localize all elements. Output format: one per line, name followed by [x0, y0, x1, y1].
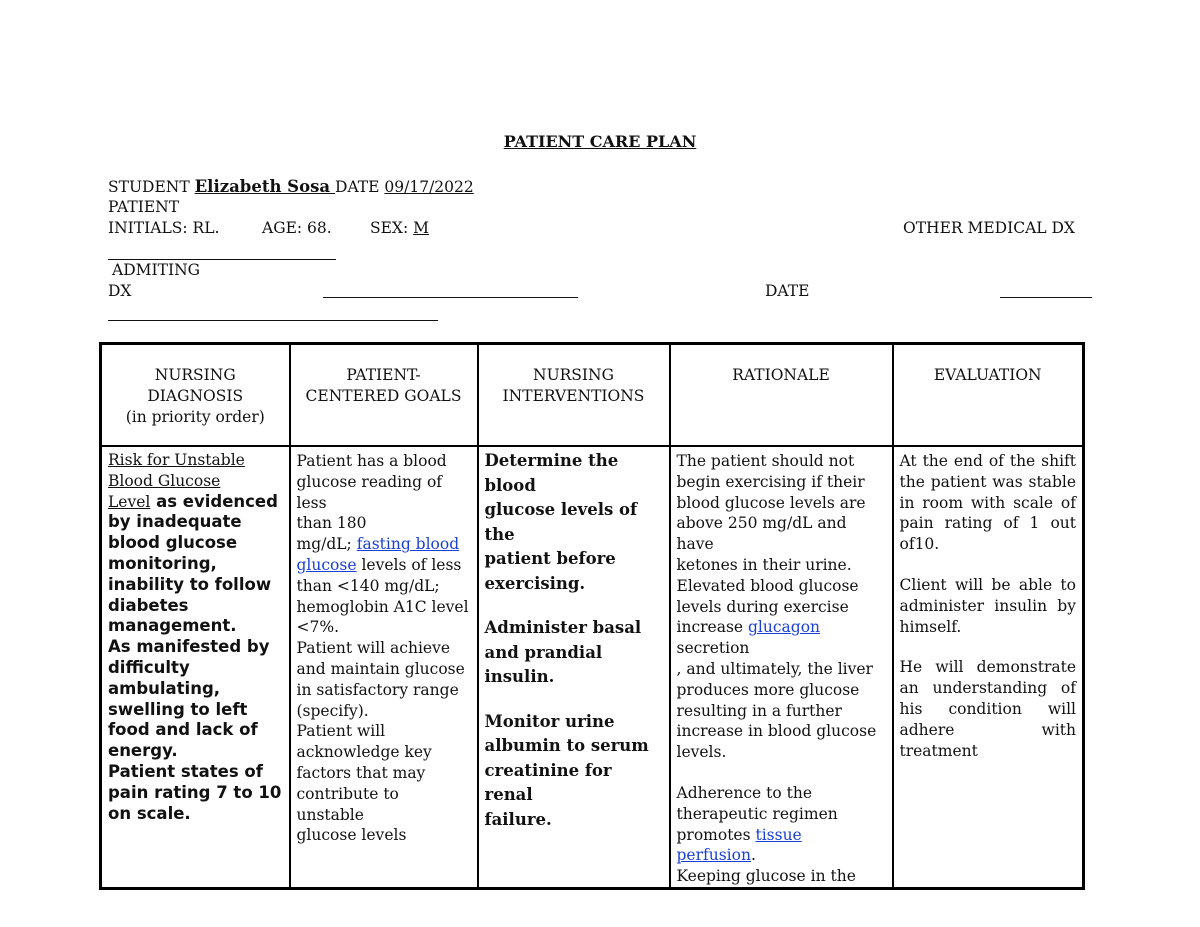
diagnosis-line: Blood Glucose — [108, 471, 221, 490]
header-rationale — [670, 344, 893, 447]
diagnosis-line: ambulating, — [108, 678, 221, 698]
rationale-text: promotes — [676, 825, 756, 844]
diagnosis-line: monitoring, — [108, 553, 217, 573]
intervention-line: Administer basal — [484, 618, 642, 637]
rationale-line: blood glucose levels are — [676, 493, 866, 512]
goals-line: than <140 mg/dL; — [296, 576, 440, 595]
cell-interventions — [478, 446, 670, 888]
header-text: NURSING — [154, 366, 236, 384]
diagnosis-line: Risk for Unstable — [108, 451, 245, 469]
rationale-line: increase in blood glucose — [676, 722, 877, 741]
fasting-blood-glucose-link[interactable]: glucose — [296, 555, 357, 574]
date2-line — [1000, 297, 1092, 298]
diagnosis-line: pain rating 7 to 10 — [108, 782, 282, 802]
dx-line — [323, 297, 578, 298]
header-text: EVALUATION — [933, 366, 1042, 384]
intervention-line: patient before — [484, 549, 616, 568]
rationale-line — [677, 825, 886, 867]
cell-rationale — [670, 446, 893, 888]
header-text: CENTERED GOALS — [305, 387, 462, 405]
admitting-line — [108, 320, 438, 321]
goals-line: than 180 — [296, 514, 367, 533]
header-text: INTERVENTIONS — [502, 387, 645, 405]
student-name: Elizabeth Sosa — [194, 177, 331, 196]
goals-line: factors that may — [296, 763, 426, 782]
diagnosis-text: Level — [108, 492, 151, 511]
admitting-label: ADMITING — [112, 261, 201, 279]
cell-evaluation — [893, 446, 1084, 888]
cell-goals — [290, 446, 478, 888]
sex-label: SEX: — [370, 219, 409, 237]
rationale-line — [677, 617, 886, 659]
rationale-line: therapeutic regimen — [676, 804, 838, 823]
goals-line: Patient will — [296, 722, 386, 741]
patient-label: PATIENT — [108, 198, 180, 216]
spacer — [677, 763, 886, 783]
goals-line: <7%. — [296, 618, 340, 637]
evaluation-paragraph: He will demonstrate an understanding of his condition will adhere with treatment — [899, 658, 1076, 760]
goals-line: glucose reading of less — [296, 472, 443, 512]
date-value: 09/17/2022 — [384, 178, 474, 196]
goals-text: levels of less — [356, 555, 462, 574]
diagnosis-line: difficulty — [108, 657, 190, 677]
intervention-line: albumin to serum — [484, 736, 649, 755]
goals-line: Patient has a blood — [296, 452, 447, 470]
table-row — [101, 446, 1084, 888]
rationale-text: increase — [676, 618, 748, 637]
student-line — [108, 177, 474, 196]
spacer — [485, 690, 663, 710]
diagnosis-line: blood glucose — [108, 533, 238, 553]
page-title: PATIENT CARE PLAN — [503, 132, 697, 151]
cell-diagnosis — [101, 446, 290, 888]
rationale-line: levels. — [676, 743, 727, 762]
diagnosis-line: management. — [108, 616, 237, 636]
goals-line: acknowledge key — [296, 743, 432, 762]
rationale-line: levels during exercise — [676, 597, 849, 616]
rationale-line: The patient should not — [676, 452, 855, 470]
diagnosis-line — [108, 492, 283, 513]
tissue-perfusion-link[interactable]: tissue perfusion — [676, 825, 802, 865]
diagnosis-line: Patient states of — [108, 761, 263, 781]
intervention-line: failure. — [484, 809, 552, 829]
rationale-line: Adherence to the — [676, 783, 812, 802]
spacer — [485, 596, 663, 616]
age-label: AGE: 68. — [262, 219, 332, 237]
student-name-underline — [195, 178, 335, 196]
header-text: PATIENT- — [346, 366, 421, 384]
intervention-line: exercising. — [484, 573, 586, 593]
diagnosis-line: inability to follow — [108, 574, 272, 594]
other-dx-label: OTHER MEDICAL DX — [903, 219, 1075, 237]
spacer — [900, 555, 1077, 575]
diagnosis-line: energy. — [108, 741, 178, 761]
diagnosis-line: on scale. — [108, 803, 191, 823]
diagnosis-line: by inadequate — [108, 512, 242, 532]
table-header-row — [101, 344, 1084, 447]
rationale-line: Elevated blood glucose — [676, 576, 859, 595]
goals-line — [297, 555, 471, 576]
goals-line: in satisfactory range — [296, 680, 459, 699]
rationale-line: resulting in a further — [676, 701, 842, 720]
other-dx-line — [108, 259, 336, 260]
evaluation-paragraph: At the end of the shift the patient was stable in room with scale of pain rating of 1 out of10. — [899, 452, 1076, 554]
rationale-line: produces more glucose — [676, 680, 860, 699]
goals-line: and maintain glucose — [296, 659, 465, 678]
header-evaluation — [893, 344, 1084, 447]
header-text: (in priority order) — [125, 408, 265, 426]
diagnosis-line: diabetes — [108, 595, 189, 615]
sex-field — [370, 219, 429, 237]
diagnosis-text: as evidenced — [150, 491, 278, 511]
goals-line: (specify). — [296, 701, 369, 720]
header-nursing-diagnosis — [101, 344, 290, 447]
header-nursing-interventions — [478, 344, 670, 447]
rationale-line: ketones in their urine. — [676, 555, 852, 574]
fasting-blood-glucose-link[interactable]: fasting blood — [356, 535, 460, 554]
rationale-line: Keeping glucose in the — [676, 867, 856, 886]
spacer — [900, 637, 1077, 657]
intervention-line: Determine the blood — [484, 451, 619, 495]
rationale-text: . — [750, 846, 756, 865]
intervention-line: glucose levels of the — [484, 500, 638, 544]
rationale-text: secretion — [676, 639, 750, 658]
date-label: DATE — [335, 178, 380, 196]
intervention-line: Monitor urine — [484, 711, 615, 731]
rationale-line: , and ultimately, the liver — [676, 659, 873, 678]
intervention-line: and prandial insulin. — [484, 642, 603, 686]
rationale-line: above 250 mg/dL and have — [676, 514, 847, 554]
header-patient-goals — [290, 344, 478, 447]
goals-line: Patient will achieve — [296, 639, 451, 658]
header-text: DIAGNOSIS — [147, 387, 244, 405]
diagnosis-line: swelling to left — [108, 699, 248, 719]
header-text: NURSING — [533, 366, 614, 384]
goals-text: mg/dL; — [296, 535, 357, 554]
student-label: STUDENT — [108, 178, 190, 196]
evaluation-paragraph: Client will be able to administer insulin by himself. — [899, 575, 1076, 636]
glucagon-link[interactable]: glucagon — [748, 618, 821, 637]
goals-line — [297, 534, 471, 555]
goals-line: glucose levels — [296, 826, 407, 845]
initials-label: INITIALS: RL. — [108, 219, 220, 237]
header-text: RATIONALE — [732, 366, 830, 384]
sex-value: M — [413, 219, 430, 237]
goals-line: contribute to unstable — [296, 784, 399, 824]
rationale-line: begin exercising if their — [676, 472, 865, 491]
diagnosis-line: As manifested by — [108, 637, 270, 657]
diagnosis-line: food and lack of — [108, 720, 258, 740]
date2-label: DATE — [765, 282, 810, 300]
care-plan-table — [99, 342, 1085, 890]
goals-line: hemoglobin A1C level — [296, 597, 469, 616]
dx-label: DX — [108, 282, 132, 300]
intervention-line: creatinine for renal — [484, 760, 612, 804]
